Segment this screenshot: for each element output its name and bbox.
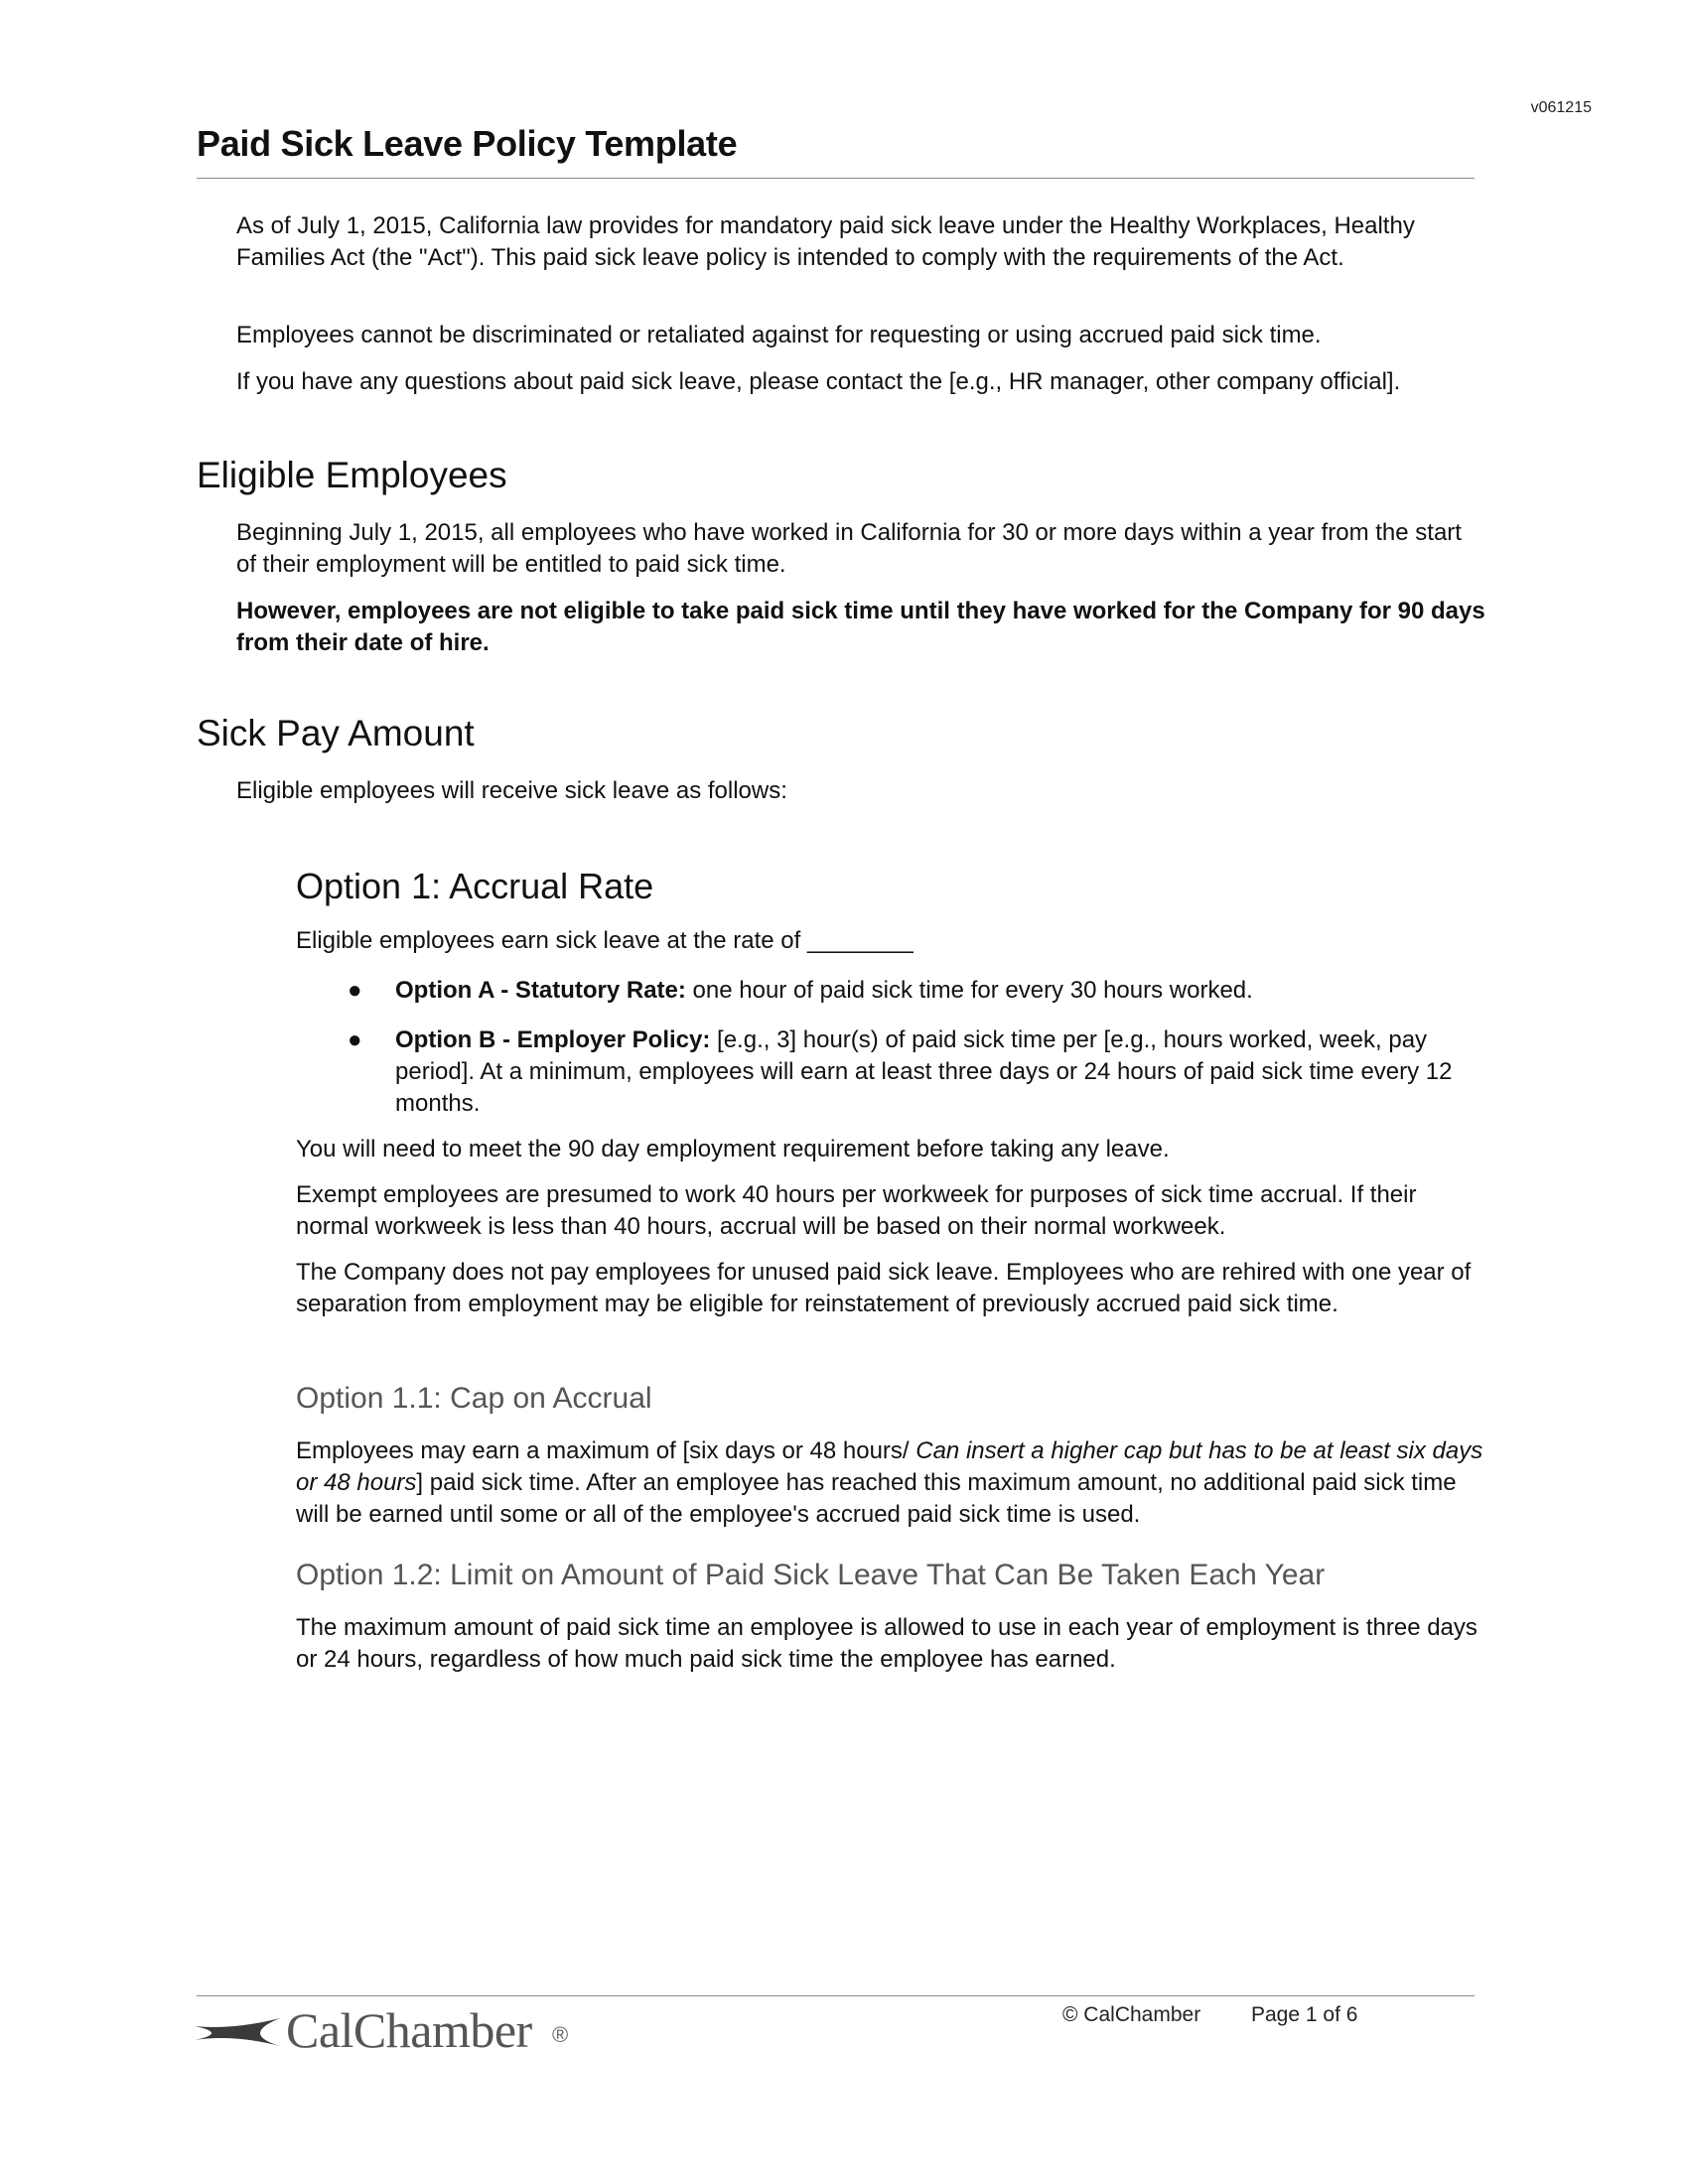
sick-pay-amount-heading: Sick Pay Amount xyxy=(197,713,475,753)
option-1-heading: Option 1: Accrual Rate xyxy=(296,866,654,906)
swoosh-logo-icon xyxy=(193,2000,286,2060)
registered-mark: ® xyxy=(552,2022,569,2047)
page-title: Paid Sick Leave Policy Template xyxy=(197,123,738,164)
page-number: Page 1 of 6 xyxy=(1251,2003,1358,2026)
version-label: v061215 xyxy=(1530,99,1592,116)
bullet-label: Option A - Statutory Rate: xyxy=(395,977,686,1004)
option-1-paragraph-2: You will need to meet the 90 day employment requirement before taking any leave. xyxy=(296,1136,1170,1162)
bullet-icon: ● xyxy=(348,977,362,1004)
bullet-icon: ● xyxy=(348,1026,362,1053)
option-1-paragraph-3: Exempt employees are presumed to work 40 hours per workweek for purposes of sick time accrual. If their normal workweek is less than 40 hours, accrual will be based on their normal workweek. xyxy=(296,1181,1417,1240)
option-1-paragraph-4: The Company does not pay employees for unused paid sick leave. Employees who are rehired with one year of separation from employment may be eligible for reinstatement of previously accrued paid sick time. xyxy=(296,1259,1472,1317)
bullet-description: one hour of paid sick time for every 30 hours worked. xyxy=(685,977,1253,1004)
option-1-2-paragraph: The maximum amount of paid sick time an employee is allowed to use in each year of employment is three days or 24 hours, regardless of how much paid sick time the employee has earned. xyxy=(296,1614,1477,1673)
calchamber-logo xyxy=(193,2000,610,2060)
bullet-label: Option B - Employer Policy: xyxy=(395,1026,711,1053)
sick-pay-paragraph-1: Eligible employees will receive sick leave as follows: xyxy=(236,777,787,804)
eligible-employees-heading: Eligible Employees xyxy=(197,455,507,495)
option-1-1-italic-note: Can insert a higher cap but has to be at least six days or 48 hours xyxy=(296,1437,1483,1496)
option-1-1-text-start: Employees may earn a maximum of [six days or 48 hours/ xyxy=(296,1437,916,1464)
option-1-1-text-end: ] paid sick time. After an employee has reached this maximum amount, no additional paid sick time will be earned until some or all of the employee's accrued paid sick time is used. xyxy=(296,1469,1457,1528)
option-1-1-heading: Option 1.1: Cap on Accrual xyxy=(296,1382,652,1415)
logo-wordmark: CalChamber xyxy=(286,2002,532,2058)
option-1-paragraph-1: Eligible employees earn sick leave at the rate of ________ xyxy=(296,927,914,954)
eligible-paragraph-1: Beginning July 1, 2015, all employees who have worked in California for 30 or more days within a year from the start of their employment will be entitled to paid sick time. xyxy=(236,519,1462,578)
eligible-paragraph-2: However, employees are not eligible to take paid sick time until they have worked for the Company for 90 days from their date of hire. xyxy=(236,598,1485,656)
bullet-description: [e.g., 3] hour(s) of paid sick time per [e.g., hours worked, week, pay period]. At a minimum, employees will earn at least three days or 24 hours of paid sick time every 12 months. xyxy=(395,1026,1453,1117)
footer-copyright: © CalChamber xyxy=(1062,2003,1201,2026)
option-1-2-heading: Option 1.2: Limit on Amount of Paid Sick Leave That Can Be Taken Each Year xyxy=(296,1559,1326,1591)
option-1-1-paragraph xyxy=(296,1435,1487,1531)
bullet-text xyxy=(395,975,1487,1007)
bullet-text xyxy=(395,1024,1487,1120)
intro-paragraph-3: If you have any questions about paid sick leave, please contact the [e.g., HR manager, other company official]. xyxy=(236,368,1401,395)
title-divider xyxy=(197,178,1475,179)
intro-paragraph-1: As of July 1, 2015, California law provides for mandatory paid sick leave under the Healthy Workplaces, Healthy Families Act (the "Act"). This paid sick leave policy is intended to comply with the requirements of the Act. xyxy=(236,212,1415,271)
intro-paragraph-2: Employees cannot be discriminated or retaliated against for requesting or using accrued paid sick time. xyxy=(236,322,1322,348)
footer-divider xyxy=(197,1995,1475,1996)
